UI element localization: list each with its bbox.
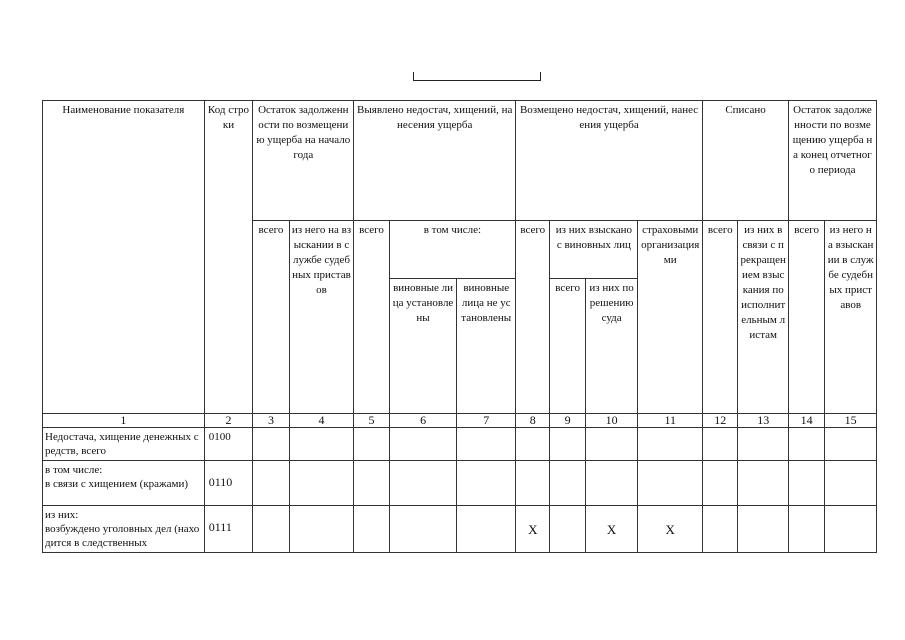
header-start-bailiffs: из него на взыскании в службе судебных приставов bbox=[289, 221, 354, 414]
header-recovered: Возмещено недостач, хищений, нанесения ущерба bbox=[516, 101, 703, 221]
x-mark: X bbox=[665, 522, 675, 537]
cell[interactable] bbox=[289, 428, 354, 461]
form-code-placeholder bbox=[413, 72, 541, 81]
column-number: 13 bbox=[738, 414, 789, 428]
cell[interactable] bbox=[389, 428, 457, 461]
cell-not-applicable bbox=[585, 506, 638, 553]
header-start-balance: Остаток задолженности по возмещению ущерба на начало года bbox=[253, 101, 354, 221]
row-code-value: 0111 bbox=[208, 520, 232, 534]
cell-not-applicable bbox=[638, 506, 703, 553]
row-name: из них: возбуждено уголовных дел (находится в следственных bbox=[43, 506, 205, 553]
column-number: 10 bbox=[585, 414, 638, 428]
cell[interactable] bbox=[289, 506, 354, 553]
column-number: 8 bbox=[516, 414, 550, 428]
cell[interactable] bbox=[825, 506, 877, 553]
header-recovered-insurance: страховыми организациями bbox=[638, 221, 703, 414]
cell[interactable] bbox=[825, 461, 877, 506]
x-mark: X bbox=[606, 522, 617, 537]
header-found-unknown: виновные лица не установлены bbox=[457, 279, 516, 414]
cell[interactable] bbox=[550, 506, 585, 553]
cell[interactable] bbox=[550, 428, 585, 461]
cell[interactable] bbox=[354, 428, 389, 461]
cell[interactable] bbox=[289, 461, 354, 506]
cell[interactable] bbox=[550, 461, 585, 506]
column-number: 14 bbox=[788, 414, 824, 428]
cell[interactable] bbox=[389, 461, 457, 506]
row-code bbox=[204, 461, 253, 506]
row-code-value: 0110 bbox=[208, 475, 233, 489]
cell[interactable] bbox=[516, 461, 550, 506]
cell[interactable] bbox=[457, 506, 516, 553]
column-number: 15 bbox=[825, 414, 877, 428]
column-number: 11 bbox=[638, 414, 703, 428]
header-end-bailiffs: из него на взыскании в службе судебных приставов bbox=[825, 221, 877, 414]
cell[interactable] bbox=[788, 506, 824, 553]
row-name: в том числе: в связи с хищением (кражами) bbox=[43, 461, 205, 506]
cell[interactable] bbox=[638, 461, 703, 506]
cell[interactable] bbox=[788, 428, 824, 461]
cell[interactable] bbox=[738, 506, 789, 553]
header-written-off: Списано bbox=[703, 101, 789, 221]
cell[interactable] bbox=[389, 506, 457, 553]
row-code: 0100 bbox=[204, 428, 253, 461]
column-number: 4 bbox=[289, 414, 354, 428]
column-number: 5 bbox=[354, 414, 389, 428]
cell[interactable] bbox=[703, 428, 738, 461]
header-written-total: всего bbox=[703, 221, 738, 414]
column-number: 2 bbox=[204, 414, 253, 428]
header-found-known: виновные лица установлены bbox=[389, 279, 457, 414]
cell[interactable] bbox=[585, 461, 638, 506]
table-row bbox=[43, 428, 877, 461]
header-recovered-from: из них взыскано с виновных лиц bbox=[550, 221, 638, 279]
header-found-incl: в том числе: bbox=[389, 221, 515, 279]
table-row bbox=[43, 461, 877, 506]
cell[interactable] bbox=[457, 461, 516, 506]
row-name: Недостача, хищение денежных средств, всего bbox=[43, 428, 205, 461]
header-end-total: всего bbox=[788, 221, 824, 414]
column-number: 7 bbox=[457, 414, 516, 428]
header-found: Выявлено недостач, хищений, нанесения ущерба bbox=[354, 101, 516, 221]
column-number: 1 bbox=[43, 414, 205, 428]
x-mark: X bbox=[528, 522, 538, 537]
table-row bbox=[43, 506, 877, 553]
report-table bbox=[42, 100, 877, 553]
header-recovered-total: всего bbox=[516, 221, 550, 414]
header-written-termination: из них в связи с прекращением взыскания по исполнительным листам bbox=[738, 221, 789, 414]
header-name: Наименование показателя bbox=[43, 101, 205, 414]
cell[interactable] bbox=[738, 428, 789, 461]
cell[interactable] bbox=[825, 428, 877, 461]
cell[interactable] bbox=[638, 428, 703, 461]
header-end-balance: Остаток задолженности по возмещению ущерба на конец отчетного периода bbox=[788, 101, 876, 221]
header-start-total: всего bbox=[253, 221, 289, 414]
cell[interactable] bbox=[253, 461, 289, 506]
cell[interactable] bbox=[738, 461, 789, 506]
cell[interactable] bbox=[516, 428, 550, 461]
header-recovered-from-total: всего bbox=[550, 279, 585, 414]
column-number: 6 bbox=[389, 414, 457, 428]
column-number: 3 bbox=[253, 414, 289, 428]
header-code: Код строки bbox=[204, 101, 253, 414]
header-recovered-by-court: из них по решению суда bbox=[585, 279, 638, 414]
row-code bbox=[204, 506, 253, 553]
cell[interactable] bbox=[253, 428, 289, 461]
cell-not-applicable bbox=[516, 506, 550, 553]
cell[interactable] bbox=[354, 461, 389, 506]
header-found-total: всего bbox=[354, 221, 389, 414]
column-number: 9 bbox=[550, 414, 585, 428]
cell[interactable] bbox=[703, 506, 738, 553]
column-number: 12 bbox=[703, 414, 738, 428]
cell[interactable] bbox=[354, 506, 389, 553]
cell[interactable] bbox=[585, 428, 638, 461]
cell[interactable] bbox=[457, 428, 516, 461]
cell[interactable] bbox=[253, 506, 289, 553]
cell[interactable] bbox=[788, 461, 824, 506]
cell[interactable] bbox=[703, 461, 738, 506]
